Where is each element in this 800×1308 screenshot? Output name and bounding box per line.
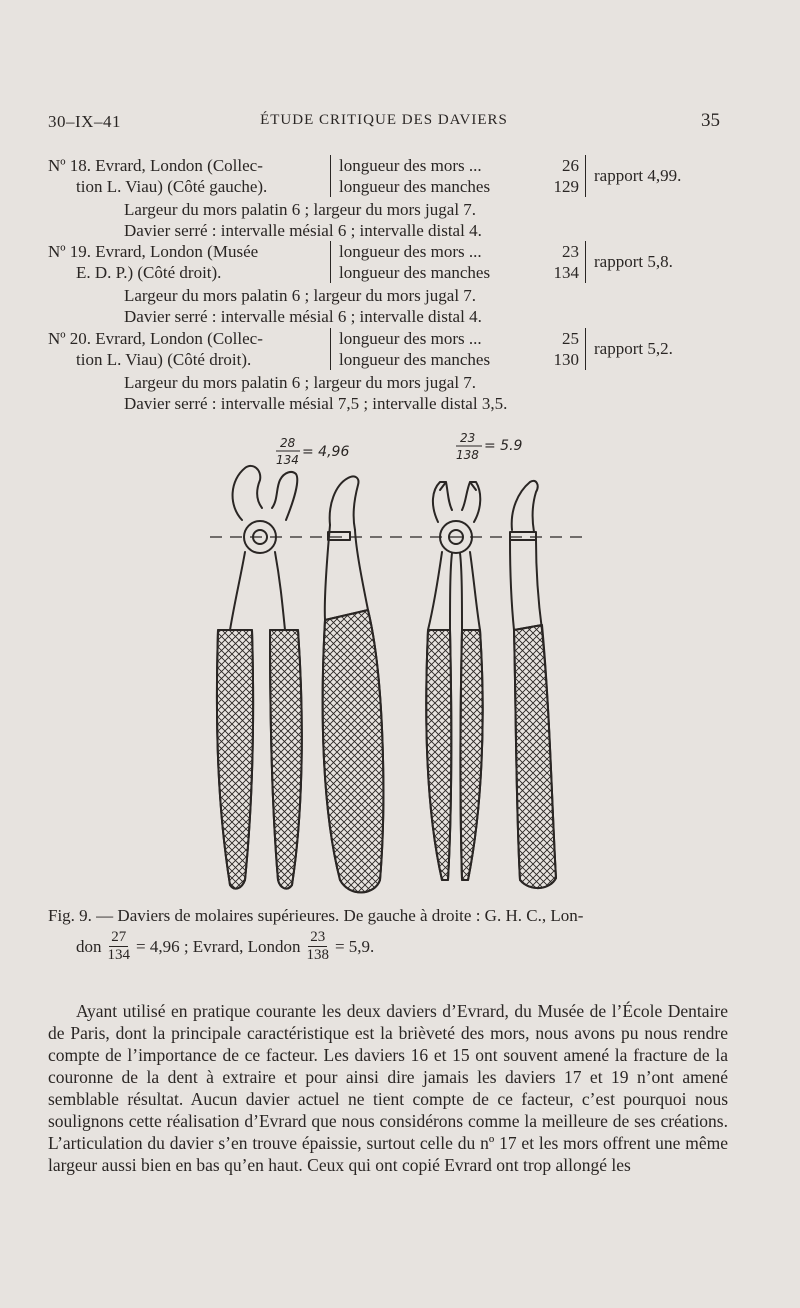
header-date: 30–IX–41 bbox=[48, 112, 121, 131]
measurements bbox=[330, 241, 586, 283]
annotation-right-den: 138 bbox=[456, 448, 479, 462]
interval-line: Davier serré : intervalle mésial 7,5 ; intervalle distal 3,5. bbox=[124, 394, 508, 413]
annotation-right-result: = 5.9 bbox=[484, 438, 523, 454]
manches-label: longueur des manches bbox=[339, 177, 491, 196]
ratio: rapport 5,2. bbox=[594, 339, 673, 358]
ratio: rapport 5,8. bbox=[594, 252, 673, 271]
width-line: Largeur du mors palatin 6 ; largeur du mors jugal 7. bbox=[124, 286, 477, 305]
annotation-right-num: 23 bbox=[460, 431, 476, 445]
entry-title: Nº 20. Evrard, London (Collec- tion L. Viau) (Côté droit). bbox=[48, 329, 263, 369]
entry-20 bbox=[48, 328, 728, 414]
forceps-illustration bbox=[190, 430, 610, 900]
width-line: Largeur du mors palatin 6 ; largeur du mors jugal 7. bbox=[124, 373, 477, 392]
entry-title: Nº 19. Evrard, London (Musée E. D. P.) (Côté droit). bbox=[48, 242, 259, 282]
manches-value: 130 bbox=[553, 350, 579, 369]
measurements bbox=[330, 155, 586, 197]
fraction-ghc: $\frac{27}{134}$ bbox=[107, 929, 130, 963]
manches-label: longueur des manches bbox=[339, 350, 491, 369]
manches-value: 134 bbox=[553, 263, 579, 282]
manches-label: longueur des manches bbox=[339, 263, 491, 282]
ratio: rapport 4,99. bbox=[594, 166, 682, 185]
entry-19 bbox=[48, 241, 728, 327]
annotation-left-result: = 4,96 bbox=[302, 444, 350, 460]
mors-value: 26 bbox=[562, 156, 579, 175]
forceps-figure bbox=[190, 430, 610, 900]
measurements bbox=[330, 328, 586, 370]
forceps-1-front bbox=[217, 466, 302, 889]
entry-18 bbox=[48, 155, 728, 241]
body-paragraph: Ayant utilisé en pratique courante les deux daviers d’Evrard, du Musée de l’École Dentaire de Paris, dont la principale caractéristique est la brièveté des mors, nous avons pu nous rendre compte de l’importance de ce facteur. Les daviers 16 et 15 ont souvent amené la fracture de la couronne de la dent à extraire et pour ainsi dire jamais les daviers 17 et 19 n’ont amené semblable résultat. Aucun davier actuel ne tient compte de ce facteur, c’est pourquoi nous soulignons cette réalisation d’Evrard que nous considérons comme la meilleure de ses créations. L’articulation du davier s’en trouve épaissie, surtout celle du nº 17 et les mors offrent une même largeur aussi bien en bas qu’en haut. Ceux qui ont copié Evrard ont trop allongé les bbox=[48, 1001, 728, 1175]
caption-line-1: Fig. 9. — Daviers de molaires supérieures. De gauche à droite : G. H. C., Lon- bbox=[48, 906, 584, 925]
mors-label: longueur des mors ... bbox=[339, 242, 482, 261]
header-title: ÉTUDE CRITIQUE DES DAVIERS bbox=[260, 112, 508, 128]
manches-value: 129 bbox=[553, 177, 579, 196]
forceps-3-front bbox=[426, 482, 482, 880]
entry-title: Nº 18. Evrard, London (Collec- tion L. Viau) (Côté gauche). bbox=[48, 156, 268, 196]
annotation-left-num: 28 bbox=[280, 436, 296, 450]
mors-label: longueur des mors ... bbox=[339, 156, 482, 175]
mors-value: 25 bbox=[562, 329, 579, 348]
interval-line: Davier serré : intervalle mésial 6 ; intervalle distal 4. bbox=[124, 307, 482, 326]
forceps-4-side bbox=[510, 481, 556, 888]
figure-caption bbox=[48, 905, 724, 964]
annotation-left-den: 134 bbox=[276, 453, 299, 467]
mors-label: longueur des mors ... bbox=[339, 329, 482, 348]
forceps-2-side bbox=[323, 476, 384, 892]
caption-line-2: don $\frac{27}{134}$ = 4,96 ; Evrard, London $\frac{23}{138}$ = 5,9. bbox=[76, 929, 375, 963]
page-number: 35 bbox=[701, 110, 720, 131]
interval-line: Davier serré : intervalle mésial 6 ; intervalle distal 4. bbox=[124, 221, 482, 240]
running-header bbox=[48, 110, 720, 138]
mors-value: 23 bbox=[562, 242, 579, 261]
width-line: Largeur du mors palatin 6 ; largeur du mors jugal 7. bbox=[124, 200, 477, 219]
fraction-evrard: $\frac{23}{138}$ bbox=[306, 929, 329, 963]
